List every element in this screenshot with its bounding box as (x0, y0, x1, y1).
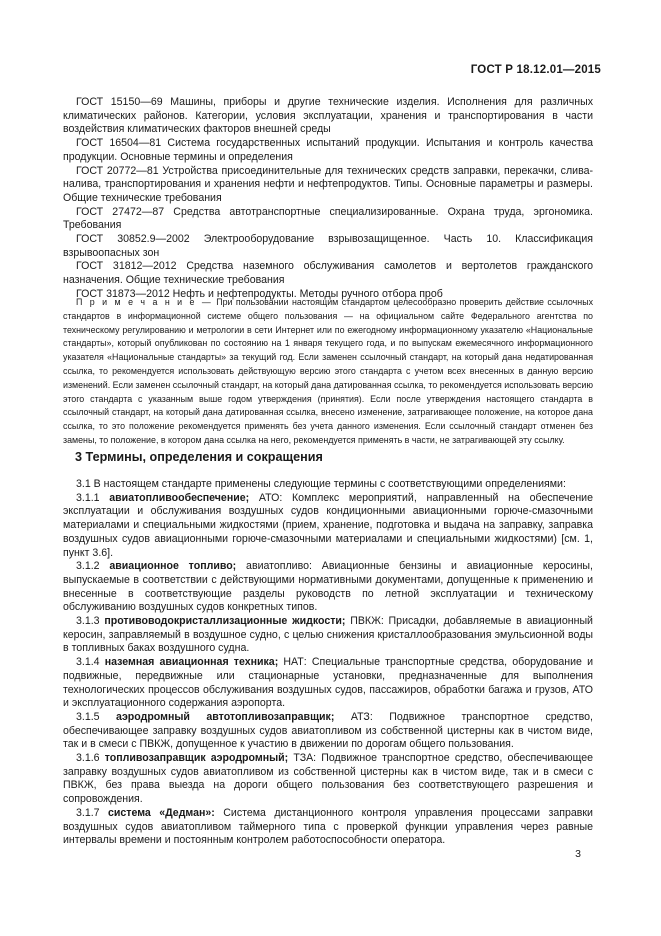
term-entry (63, 656, 593, 711)
reference-item: ГОСТ 15150—69 Машины, приборы и другие технические изделия. Исполнения для различных климатических районов. Категории, условия эксплуатации, хранения и транспортирования в части воздействия климатических факторов внешней среды (63, 96, 593, 136)
term-definition: АТО: Комплекс мероприятий, направленный на обеспечение эксплуатации и обслуживания воздушных судов кондиционными авиационными горюче-смазочными материалами и специальными жидкостями (прием, хранение, подготовка и выдача на заправку, заправка воздушных судов авиационными горюче-смазочными материалами и специальными жидкостями) [см. 1, пункт 3.6]. (63, 491, 593, 559)
term-number: 3.1.1 (76, 491, 100, 504)
term-name: наземная авиационная техника; (104, 656, 279, 669)
term-name: система «Дедман»: (107, 806, 215, 819)
term-number: 3.1.3 (76, 615, 100, 628)
term-definition: Система дистанционного контроля управления процессами заправки воздушных судов авиатопливом таймерного типа с проверкой функции управления через равные интервалы времени и постоянным контролем работоспособности оператора. (63, 806, 593, 847)
normative-references (63, 96, 593, 302)
reference-item: ГОСТ 16504—81 Система государственных испытаний продукции. Испытания и контроль качества продукции. Основные термины и определения (63, 137, 593, 163)
term-name: аэродромный автотопливозаправщик; (116, 710, 335, 723)
term-entry (63, 711, 593, 752)
term-definition: ПВКЖ: Присадки, добавляемые в авиационный керосин, заправляемый в воздушное судно, с целью снижения кристаллообразования эмульсионной воды в топливных баках воздушного судна. (63, 615, 593, 655)
reference-item: ГОСТ 31873—2012 Нефть и нефтепродукты. Методы ручного отбора проб (76, 287, 443, 300)
term-entry (63, 560, 593, 615)
reference-item: ГОСТ 20772—81 Устройства присоединительные для технических средств заправки, перекачки, слива-налива, транспортирования и хранения нефти и нефтепродуктов. Типы. Основные параметры и размеры. Общие технические требования (63, 164, 593, 204)
term-name: противоводокристаллизационные жидкости; (104, 615, 346, 628)
term-entry (63, 615, 593, 656)
terms-list (63, 478, 593, 848)
note-label: П р и м е ч а н и е — (76, 297, 213, 307)
term-definition: АТЗ: Подвижное транспортное средство, обеспечивающее заправку воздушных судов авиатопливом из собственной цистерны как в чистом виде, так и в смеси с ПВКЖ, допущенное к участию в движении по дорогам общего пользования. (63, 710, 593, 751)
term-name: авиационное топливо; (109, 560, 237, 573)
term-name: авиатопливообеспечение; (109, 491, 250, 504)
term-number: 3.1.6 (76, 752, 100, 765)
term-number: 3.1.5 (76, 710, 100, 723)
section-heading: 3 Термины, определения и сокращения (75, 450, 323, 464)
note-text: При пользовании настоящим стандартом целесообразно проверить действие ссылочных стандартов в информационной системе общего пользования — на официальном сайте Федерального агентства по техническому регулированию и метрологии в сети Интернет или по ежегодному информационному указателю «Национальные стандарты», который опубликован по состоянию на 1 января текущего года, и по выпускам ежемесячного информационного указателя «Национальные стандарты» за текущий год. Если заменен ссылочный стандарт, на который дана недатированная ссылка, то рекомендуется использовать действующую версию этого стандарта с учетом всех внесенных в данную версию изменений. Если заменен ссылочный стандарт, на который дана датированная ссылка, то рекомендуется использовать версию этого стандарта с указанным выше годом утверждения (принятия). Если после утверждения настоящего стандарта в ссылочный стандарт, на который дана датированная ссылка, внесено изменение, затрагивающее положение, на которое дана ссылка, то это положение рекомендуется применять без учета данного изменения. Если ссылочный стандарт отменен без замены, то положение, в котором дана ссылка на него, рекомендуется применять в части, не затрагивающей эту ссылку. (63, 297, 594, 445)
terms-intro: 3.1 В настоящем стандарте применены следующие термины с соответствующими определениями: (76, 478, 566, 490)
term-number: 3.1.7 (76, 806, 100, 819)
reference-item: ГОСТ 31812—2012 Средства наземного обслуживания самолетов и вертолетов гражданского назначения. Общие технические требования (63, 260, 593, 287)
term-definition: ТЗА: Подвижное транспортное средство, обеспечивающее заправку воздушных судов авиатопливом из собственной цистерны как в чистом виде, так и в смеси с ПВКЖ, без права выезда на дороги общего пользования без соответствующего разрешения и сопровождения. (63, 752, 593, 806)
term-definition: авиатопливо: Авиационные бензины и авиационные керосины, выпускаемые в соответствии с действующими нормативными документами, допущенные к применению и внесенные в соответствующие разделы руководств по летной эксплуатации и техническому обслуживанию воздушных судов конкретных типов. (63, 560, 593, 614)
term-entry (63, 492, 593, 561)
page-number: 3 (575, 848, 581, 860)
term-entry (63, 752, 593, 807)
reference-item: ГОСТ 30852.9—2002 Электрооборудование взрывозащищенное. Часть 10. Классификация взрывоопасных зон (63, 233, 593, 259)
note-paragraph (63, 296, 593, 448)
term-name: топливозаправщик аэродромный; (104, 752, 289, 765)
reference-item: ГОСТ 27472—87 Средства автотранспортные специализированные. Охрана труда, эргономика. Требования (63, 205, 593, 232)
term-number: 3.1.2 (76, 560, 100, 573)
term-entry (63, 807, 593, 848)
term-number: 3.1.4 (76, 656, 100, 669)
term-definition: НАТ: Специальные транспортные средства, оборудование и подвижные, передвижные или стационарные установки, предназначенные для выполнения технологических процессов обслуживания воздушных судов, пассажиров, обработки багажа и грузов, АТО и эксплуатационного содержания аэропорта. (63, 656, 593, 710)
document-code: ГОСТ Р 18.12.01—2015 (470, 64, 601, 76)
